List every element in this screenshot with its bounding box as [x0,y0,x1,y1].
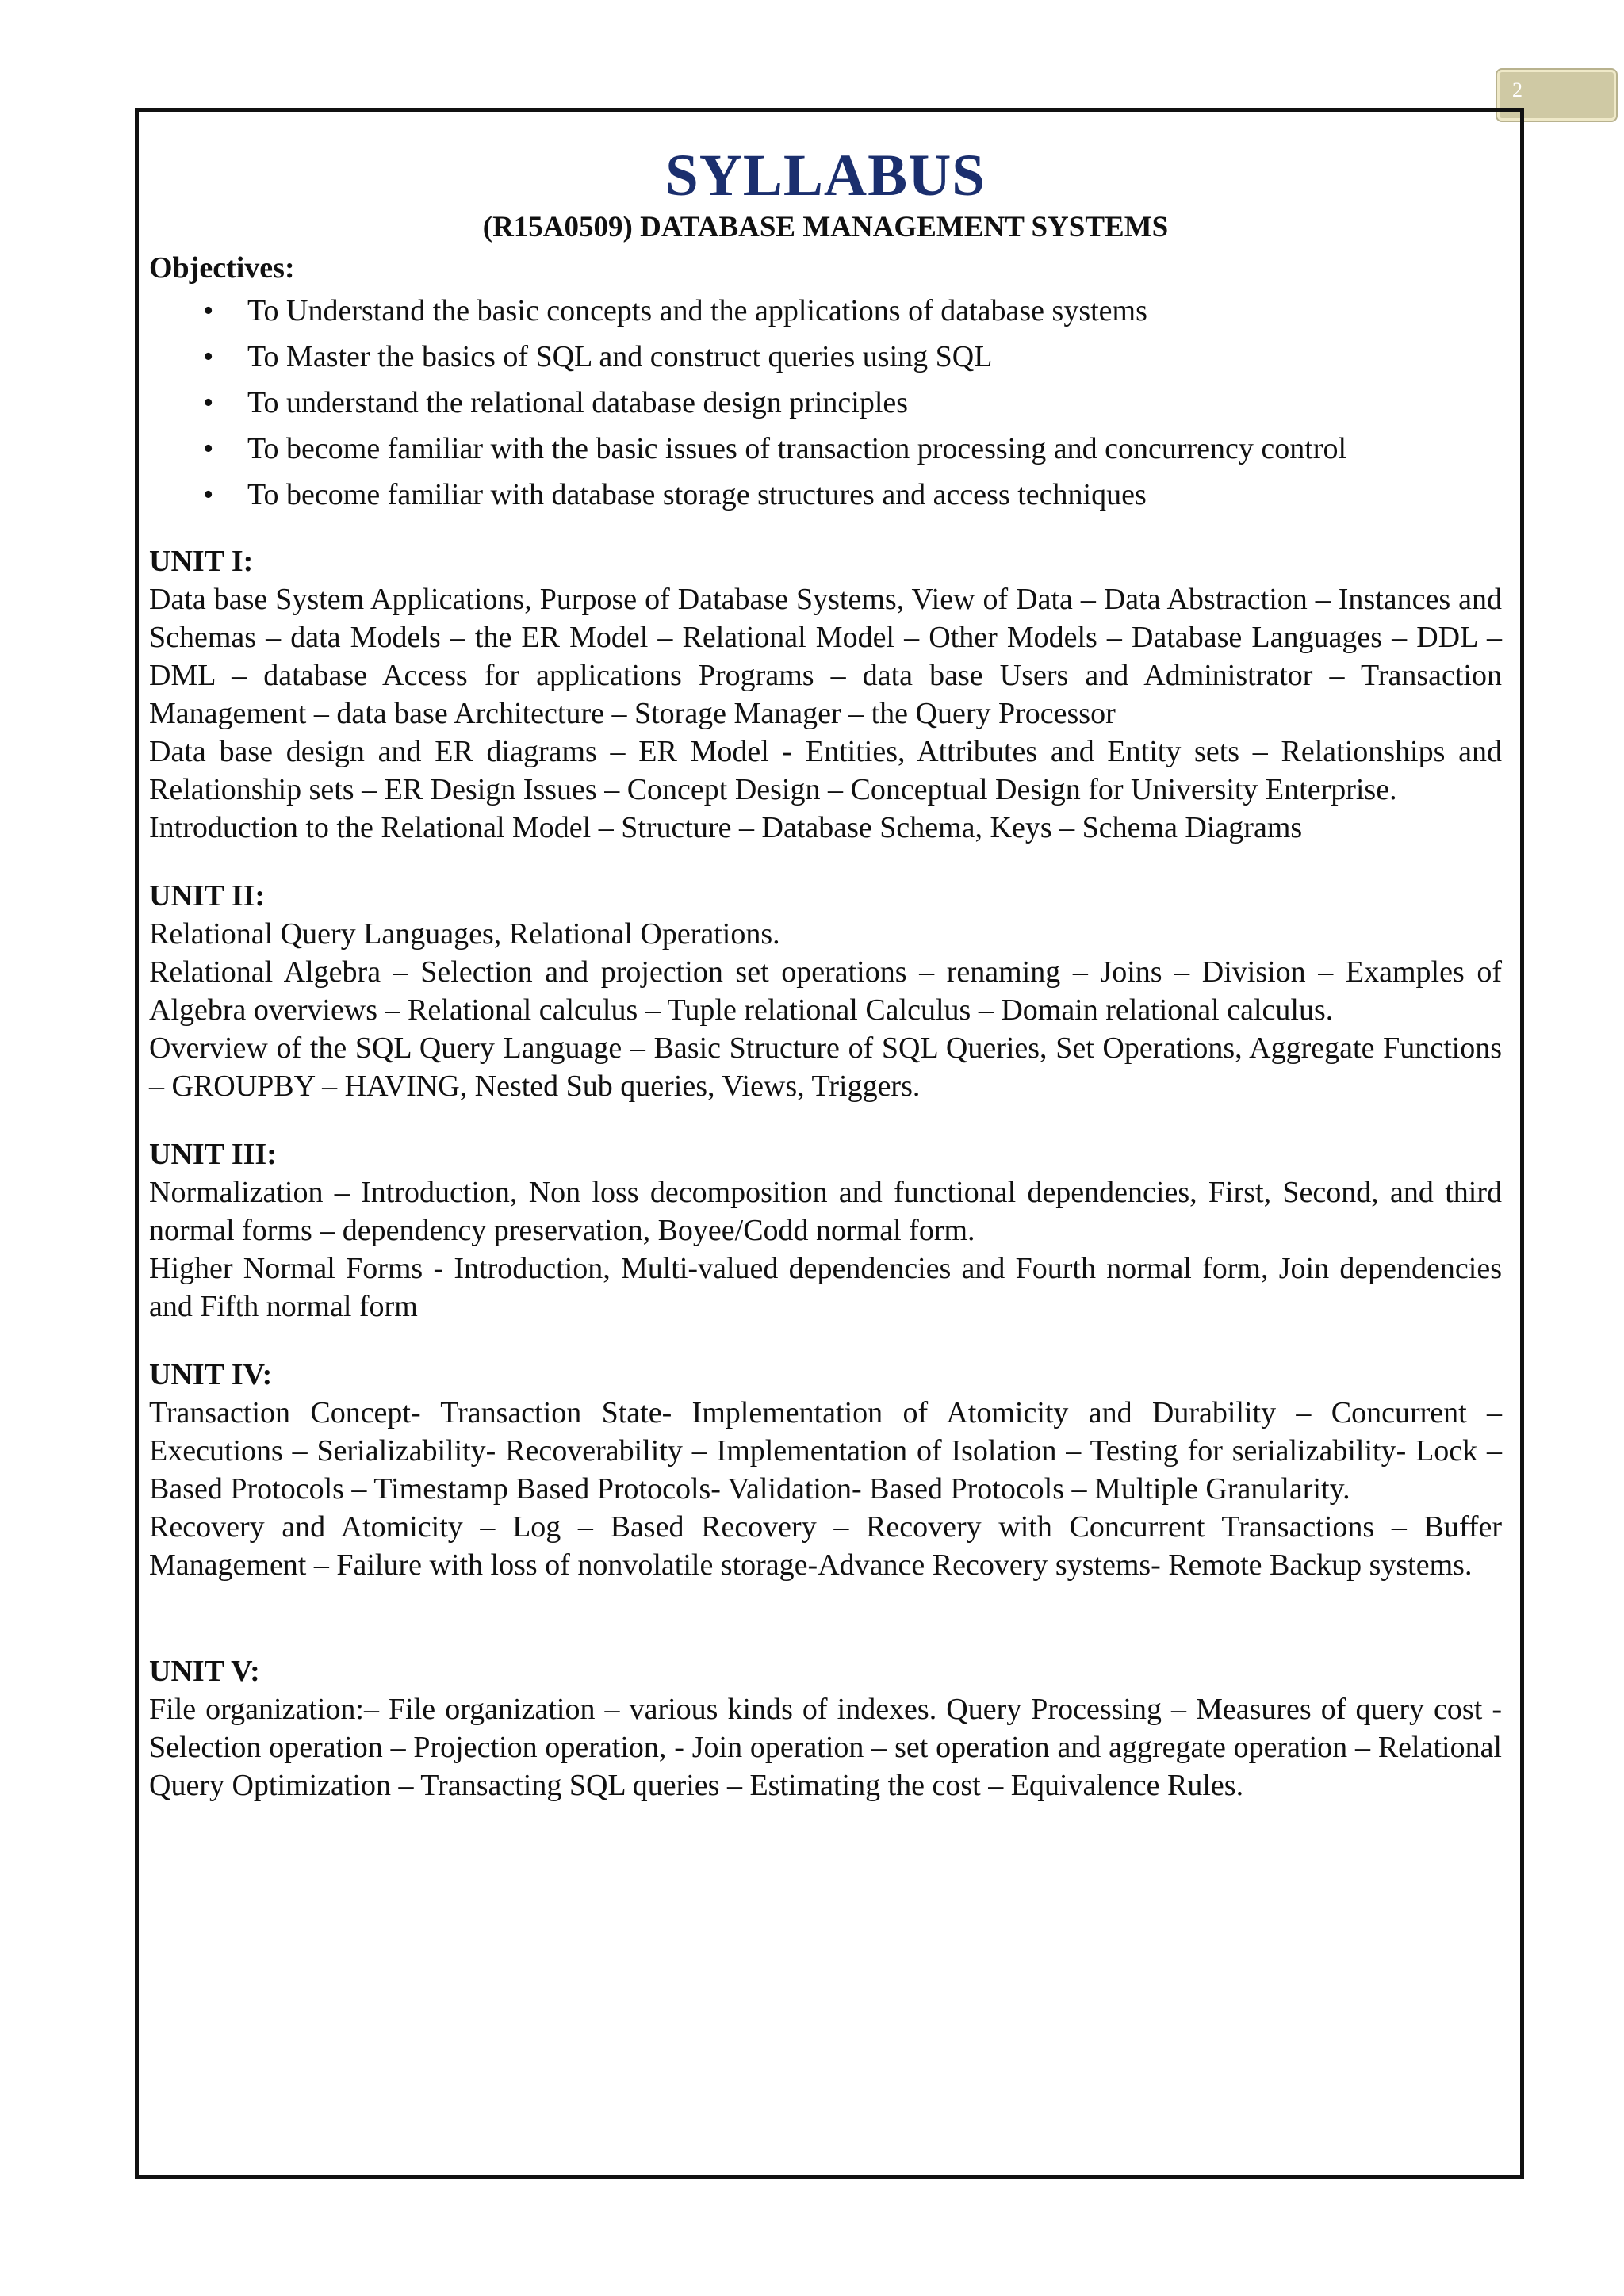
objective-item: • To Understand the basic concepts and the applications of database systems [149,292,1502,330]
unit-2-paragraph: Relational Algebra – Selection and projection set operations – renaming – Joins – Division – Examples of Algebra overviews – Relational calculus – Tuple relational Calculus – Domain relational calculus. [149,955,1502,1027]
unit-3-heading: UNIT III: [149,1138,277,1171]
unit-4-paragraph: Recovery and Atomicity – Log – Based Recovery – Recovery with Concurrent Transactions – Buffer Management – Failure with loss of nonvolatile storage-Advance Recovery systems- Remote Backup systems. [149,1510,1502,1582]
unit-1-paragraph: Introduction to the Relational Model – Structure – Database Schema, Keys – Schema Diagrams [149,811,1303,844]
unit-4-section [149,1356,1502,1584]
page-number: 2 [1512,78,1522,101]
unit-5-section [149,1652,1502,1804]
unit-3-paragraph: Higher Normal Forms - Introduction, Multi-valued dependencies and Fourth normal form, Join dependencies and Fifth normal form [149,1252,1502,1323]
objectives-heading: Objectives: [149,251,295,285]
unit-3-section [149,1135,1502,1326]
unit-2-paragraph: Relational Query Languages, Relational Operations. [149,917,780,951]
syllabus-content [149,143,1502,1804]
unit-1-paragraph: Data base System Applications, Purpose of Database Systems, View of Data – Data Abstraction – Instances and Schemas – data Models – the ER Model – Relational Model – Other Models – Database Languages – DDL – DML – database Access for applications Programs – data base Users and Administrator – Transaction Management – data base Architecture – Storage Manager – the Query Processor [149,583,1502,730]
unit-1-heading: UNIT I: [149,545,254,578]
unit-1-paragraph: Data base design and ER diagrams – ER Model - Entities, Attributes and Entity sets – Relationships and Relationship sets – ER Design Issues – Concept Design – Conceptual Design for University Enterprise. [149,735,1502,806]
unit-3-paragraph: Normalization – Introduction, Non loss decomposition and functional dependencies, First, Second, and third normal forms – dependency preservation, Boyee/Codd normal form. [149,1176,1502,1247]
page-title: SYLLABUS [665,143,986,209]
unit-4-heading: UNIT IV: [149,1358,273,1391]
unit-2-section [149,877,1502,1105]
unit-5-paragraph: File organization:– File organization – various kinds of indexes. Query Processing – Measures of query cost - Selection operation – Projection operation, - Join operation – set operation and aggregate operation – Relational Query Optimization – Transacting SQL queries – Estimating the cost – Equivalence Rules. [149,1693,1502,1802]
unit-4-paragraph: Transaction Concept- Transaction State- Implementation of Atomicity and Durability – Concurrent – Executions – Serializability- Recoverability – Implementation of Isolation – Testing for serializability- Lock –Based Protocols – Timestamp Based Protocols- Validation- Based Protocols – Multiple Granularity. [149,1396,1502,1506]
objectives-list [149,292,1502,514]
unit-2-heading: UNIT II: [149,879,266,913]
objectives-section [149,249,1502,514]
objective-item: • To become familiar with database storage structures and access techniques [149,476,1502,514]
objective-item: • To become familiar with the basic issues of transaction processing and concurrency control [149,430,1502,468]
objective-item: • To understand the relational database design principles [149,384,1502,422]
unit-5-heading: UNIT V: [149,1655,260,1688]
course-title: (R15A0509) DATABASE MANAGEMENT SYSTEMS [482,211,1169,243]
unit-2-paragraph: Overview of the SQL Query Language – Basic Structure of SQL Queries, Set Operations, Aggregate Functions – GROUPBY – HAVING, Nested Sub queries, Views, Triggers. [149,1031,1502,1103]
objective-item: • To Master the basics of SQL and construct queries using SQL [149,338,1502,376]
unit-1-section [149,542,1502,847]
